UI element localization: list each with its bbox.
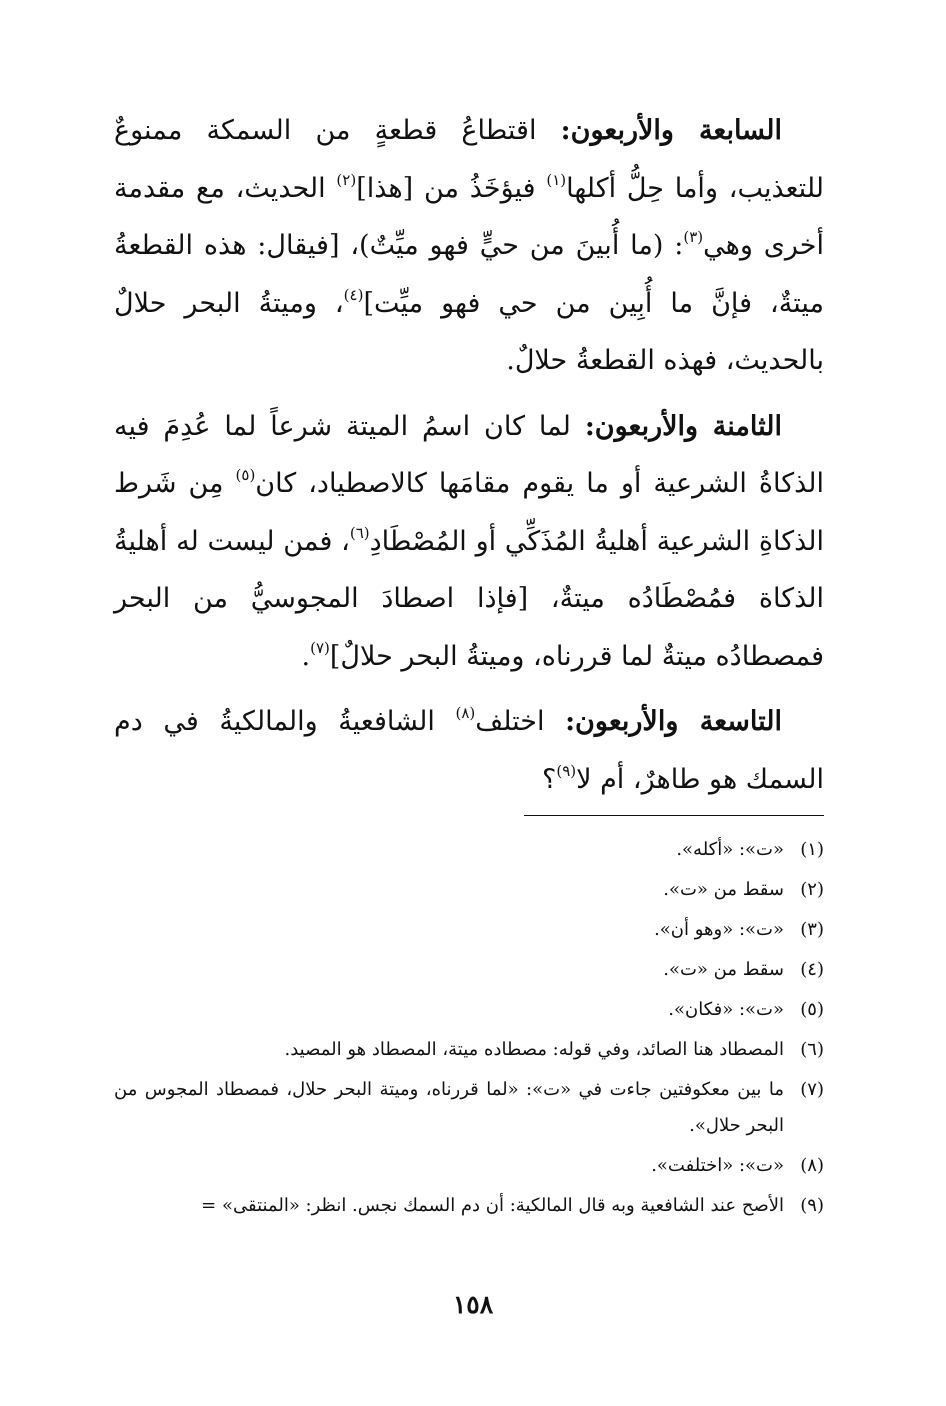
page-number: ١٥٨ [452, 1290, 494, 1319]
paragraph-text: . [301, 640, 311, 672]
footnote-divider [524, 815, 824, 816]
footnote-ref: (٨) [455, 704, 476, 722]
paragraph-heading: السابعة والأربعون: [560, 115, 782, 146]
footnote [114, 1146, 824, 1186]
paragraph [114, 398, 824, 686]
footnote-number: (٦) [800, 1039, 824, 1060]
footnote [114, 990, 824, 1030]
footnote [114, 830, 824, 870]
footnote-ref: (٢) [336, 170, 357, 189]
paragraph [114, 102, 824, 390]
paragraph-text: الشافعيةُ والمالكيةُ في دم السمك هو طاهرٌ، أم لا [114, 706, 824, 795]
footnote-ref: (٩) [556, 761, 577, 780]
footnote-ref: (٥) [235, 466, 256, 484]
footnote [114, 1030, 824, 1070]
footnote-text: المصطاد هنا الصائد، وفي قوله: مصطاده ميتة، المصطاد هو المصيد. [284, 1039, 784, 1060]
footnote-number: (٣) [800, 919, 824, 940]
footnote-ref: (٦) [349, 523, 370, 542]
footnote-number: (٨) [800, 1155, 824, 1176]
paragraph-text: اقتطاعُ قطعةٍ من السمكة ممنوعٌ للتعذيب، وأما حِلُّ أكلها [114, 115, 824, 204]
footnote-text: «ت»: «وهو أن». [654, 919, 784, 940]
paragraph-text: لما كان اسمُ الميتة شرعاً لما عُدِمَ فيه الذكاةُ الشرعية أو ما يقوم مقامَها كالاصطياد، كان [114, 410, 824, 499]
paragraph-heading: الثامنة والأربعون: [584, 410, 782, 442]
footnote-text: الأصح عند الشافعية وبه قال المالكية: أن دم السمك نجس. انظر: «المنتقى» = [201, 1195, 784, 1216]
footnote-ref: (٧) [310, 638, 330, 657]
paragraph-text: ، فمن ليست له أهليةُ الذكاة فمُصْطَادُه ميتةٌ، [فإذا اصطادَ المجوسيُّ من البحر فمصطادُه ميتةٌ لما قررناه، وميتةُ البحر حلالٌ] [114, 525, 824, 672]
footnote-text: «ت»: «أكله». [676, 839, 784, 860]
footnote-number: (٧) [800, 1079, 824, 1100]
footnote [114, 950, 824, 990]
footnote [114, 870, 824, 910]
footnote-text: «ت»: «اختلفت». [651, 1155, 784, 1176]
footnote-number: (٩) [800, 1195, 824, 1216]
footnote-text: «ت»: «فكان». [668, 999, 784, 1020]
paragraph-text: ؟ [541, 763, 557, 795]
footnote-text: سقط من «ت». [663, 959, 784, 980]
footnote-number: (٤) [800, 959, 824, 980]
footnote-text: ما بين معكوفتين جاءت في «ت»: «لما قررناه، وميتة البحر حلال، فمصطاد المجوس من البحر حلال». [114, 1079, 784, 1136]
footnote-number: (٥) [800, 999, 824, 1020]
footnote-number: (٢) [800, 879, 824, 900]
footnote-ref: (٣) [683, 228, 704, 246]
footnote-text: سقط من «ت». [663, 879, 784, 900]
footnote [114, 910, 824, 950]
footnote-number: (١) [800, 839, 824, 860]
paragraph-text: ، وميتةُ البحر حلالٌ بالحديث، فهذه القطعةُ حلالٌ. [114, 287, 824, 376]
paragraph-text: : (ما أُبينَ من حيٍّ فهو ميِّتٌ)، [فيقال: هذه القطعةُ ميتةٌ، فإنَّ ما أُبِين من حي فهو ميِّت] [114, 230, 825, 319]
paragraph-text: فيؤخَذُ من [هذا] [356, 172, 547, 204]
main-text [114, 102, 824, 816]
paragraph-text: مِن شَرط الذكاةِ الشرعية أهليةُ المُذَكِّي أو المُصْطَادِ [114, 468, 824, 557]
footnote-ref: (١) [546, 170, 567, 189]
paragraph-text: الحديث، مع مقدمة أخرى وهي [114, 172, 824, 261]
footnotes [114, 830, 824, 1226]
footnote-ref: (٤) [343, 285, 364, 304]
footnote [114, 1070, 824, 1146]
paragraph-heading: التاسعة والأربعون: [565, 706, 782, 737]
paragraph-text: اختلف [475, 706, 566, 737]
paragraph [114, 693, 824, 808]
footnote [114, 1186, 824, 1226]
